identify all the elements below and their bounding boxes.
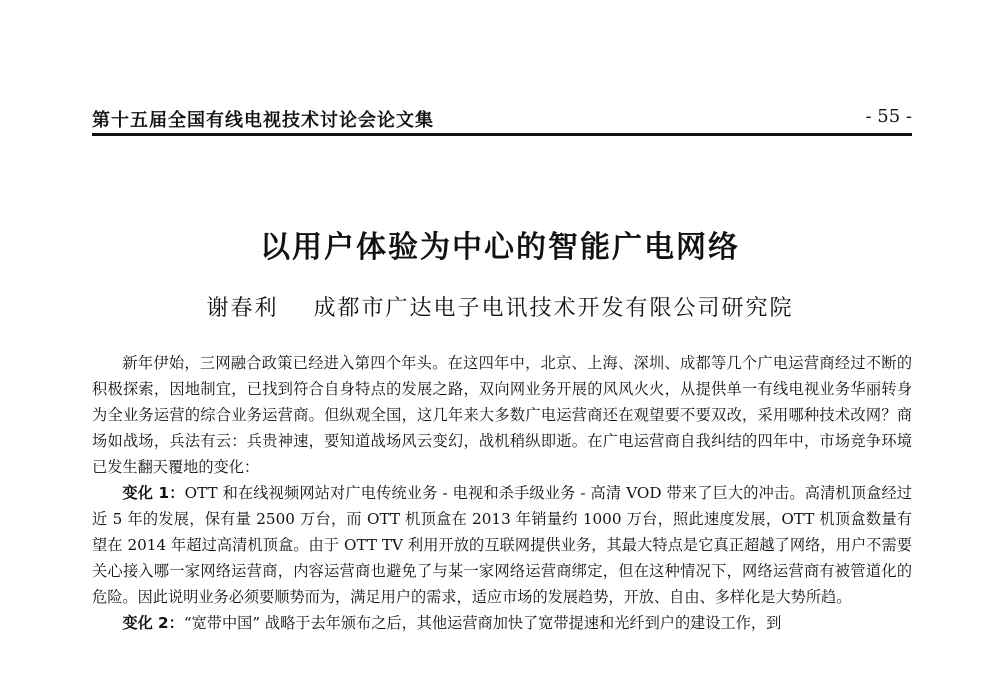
paragraph-intro: [92, 350, 912, 480]
byline: [0, 291, 1000, 322]
page-number: - 55 -: [865, 106, 912, 127]
article-title: 以用户体验为中心的智能广电网络: [260, 230, 740, 265]
paragraph-text: 新年伊始，三网融合政策已经进入第四个年头。在这四年中，北京、上海、深圳、成都等几个广电运营商经过不断的积极探索，因地制宜，已找到符合自身特点的发展之路，双向网业务开展的风风火火，从提供单一有线电视业务华丽转身为全业务运营的综合业务运营商。但纵观全国，这几年来大多数广电运营商还在观望要不要双改，采用哪种技术改网？商场如战场，兵法有云：兵贵神速，要知道战场风云变幻，战机稍纵即逝。在广电运营商自我纠结的四年中，市场竞争环境已发生翻天覆地的变化：: [92, 354, 912, 476]
journal-title: 第十五届全国有线电视技术讨论会论文集: [92, 110, 434, 131]
author-name: 谢春利: [206, 296, 279, 321]
paragraph-change-1: [92, 480, 912, 610]
paragraph-text: OTT 和在线视频网站对广电传统业务 - 电视和杀手级业务 - 高清 VOD 带来了巨大的冲击。高清机顶盒经过近 5 年的发展，保有量 2500 万台，而 OTT 机顶盒在 2013 年销量约 1000 万台，照此速度发展，OTT 机顶盒数量有望在 2014 年超过高清机顶盒。由于 OTT TV 利用开放的互联网提供业务，其最大特点是它真正超越了网络，用户不需要关心接入哪一家网络运营商，内容运营商也避免了与某一家网络运营商绑定，但在这种情况下，网络运营商有被管道化的危险。因此说明业务必须要顺势而为，满足用户的需求，适应市场的发展趋势，开放、自由、多样化是大势所趋。: [92, 484, 912, 606]
paragraph-text: “宽带中国” 战略于去年颁布之后，其他运营商加快了宽带提速和光纤到户的建设工作，到: [183, 614, 782, 632]
author-affiliation: 成都市广达电子电讯技术开发有限公司研究院: [313, 296, 794, 321]
running-header: [92, 106, 912, 132]
header-rule: [92, 133, 912, 136]
paragraph-label: 变化 1：: [122, 484, 185, 502]
paragraph-label: 变化 2：: [122, 614, 184, 632]
article-body: [92, 350, 912, 636]
paragraph-change-2: [92, 610, 912, 636]
